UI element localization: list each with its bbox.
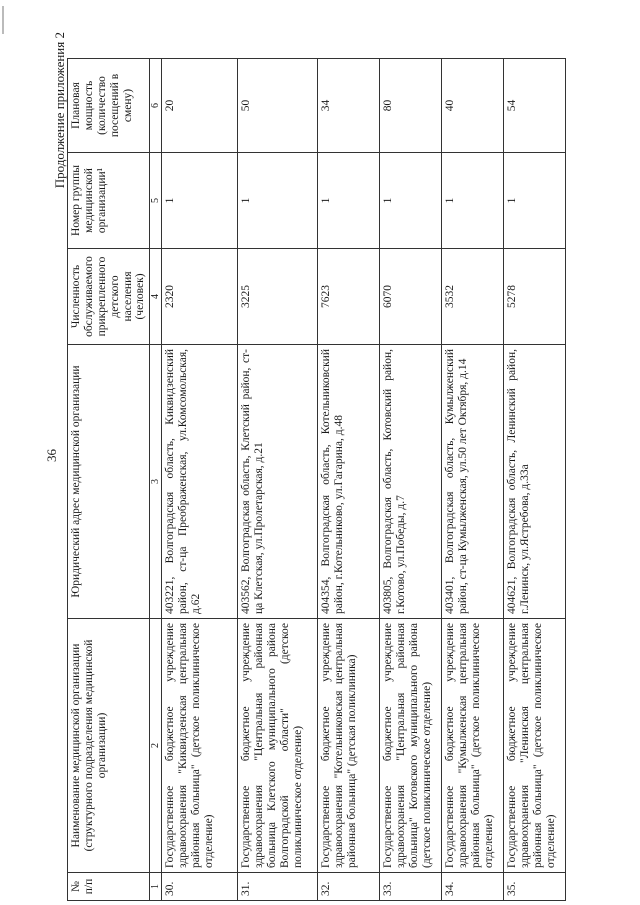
planned-capacity: 80 <box>380 59 442 153</box>
page-number: 36 <box>44 449 59 462</box>
child-population: 3225 <box>238 249 318 345</box>
legal-address: 404621, Волгоградская область, Ленинский район, г.Ленинск, ул.Ястребова, д.33а <box>504 345 566 619</box>
column-header: Юридический адрес медицинской организации <box>68 345 150 619</box>
column-number-row <box>150 59 162 901</box>
child-population: 7623 <box>318 249 380 345</box>
table-row <box>380 59 442 901</box>
row-number: 32. <box>318 873 380 901</box>
column-number: 2 <box>150 619 162 873</box>
column-header: Номер группы медицинской организации¹ <box>68 153 150 249</box>
table-row <box>442 59 504 901</box>
planned-capacity: 40 <box>442 59 504 153</box>
group-number: 1 <box>318 153 380 249</box>
legal-address: 404354, Волгоградская область, Котельниковский район, г.Котельниково, ул.Гагарина, д.48 <box>318 345 380 619</box>
row-number: 35. <box>504 873 566 901</box>
organization-name: Государственное бюджетное учреждение здравоохранения "Центральная районная больница" Котовского муниципального района (детское поликлиническое отделение) <box>380 619 442 873</box>
row-number: 31. <box>238 873 318 901</box>
continuation-label: Продолжение приложения 2 <box>52 32 67 189</box>
legal-address: 403221, Волгоградская область, Киквидзенский район, ст-ца Преображенская, ул.Комсомольская, д.62 <box>162 345 238 619</box>
child-population: 6070 <box>380 249 442 345</box>
header-row <box>68 59 150 901</box>
legal-address: 403805, Волгоградская область, Котовский район, г.Котово, ул.Победы, д.7 <box>380 345 442 619</box>
legal-address: 403562, Волгоградская область, Клетский район, ст-ца Клетская, ул.Пролетарская, д.21 <box>238 345 318 619</box>
organization-name: Государственное бюджетное учреждение здравоохранения "Котельниковская центральная районная больница" (детская поликлиника) <box>318 619 380 873</box>
organization-name: Государственное бюджетное учреждение здравоохранения "Ленинская центральная районная больница" (детское поликлиническое отделение) <box>504 619 566 873</box>
organization-name: Государственное бюджетное учреждение здравоохранения "Киквидзенская центральная районная больница" (детское поликлиническое отделение) <box>162 619 238 873</box>
legal-address: 403401, Волгоградская область, Кумылженский район, ст-ца Кумылженская, ул.50 лет Октября, д.14 <box>442 345 504 619</box>
organization-name: Государственное бюджетное учреждение здравоохранения "Кумылженская центральная районная больница" (детское поликлиническое отделение) <box>442 619 504 873</box>
column-number: 3 <box>150 345 162 619</box>
child-population: 5278 <box>504 249 566 345</box>
table-row <box>318 59 380 901</box>
group-number: 1 <box>442 153 504 249</box>
child-population: 3532 <box>442 249 504 345</box>
column-number: 1 <box>150 873 162 901</box>
group-number: 1 <box>162 153 238 249</box>
organization-name: Государственное бюджетное учреждение здравоохранения "Центральная районная больница Клетского муниципального района Волгоградской области" (детское поликлиническое отделение) <box>238 619 318 873</box>
planned-capacity: 34 <box>318 59 380 153</box>
column-header: № п/п <box>68 873 150 901</box>
table-row <box>162 59 238 901</box>
group-number: 1 <box>380 153 442 249</box>
column-number: 6 <box>150 59 162 153</box>
column-header: Плановая мощность (количество посещений в смену) <box>68 59 150 153</box>
row-number: 33. <box>380 873 442 901</box>
row-number: 30. <box>162 873 238 901</box>
scan-mark <box>2 6 4 34</box>
row-number: 34. <box>442 873 504 901</box>
column-number: 5 <box>150 153 162 249</box>
planned-capacity: 50 <box>238 59 318 153</box>
facilities-table <box>67 58 566 901</box>
planned-capacity: 54 <box>504 59 566 153</box>
group-number: 1 <box>504 153 566 249</box>
column-number: 4 <box>150 249 162 345</box>
table-row <box>504 59 566 901</box>
table-row <box>238 59 318 901</box>
column-header: Наименование медицинской организации (структурного подразделения медицинской организации) <box>68 619 150 873</box>
group-number: 1 <box>238 153 318 249</box>
child-population: 2320 <box>162 249 238 345</box>
column-header: Численность обслуживаемого прикрепленного детского населения (человек) <box>68 249 150 345</box>
planned-capacity: 20 <box>162 59 238 153</box>
